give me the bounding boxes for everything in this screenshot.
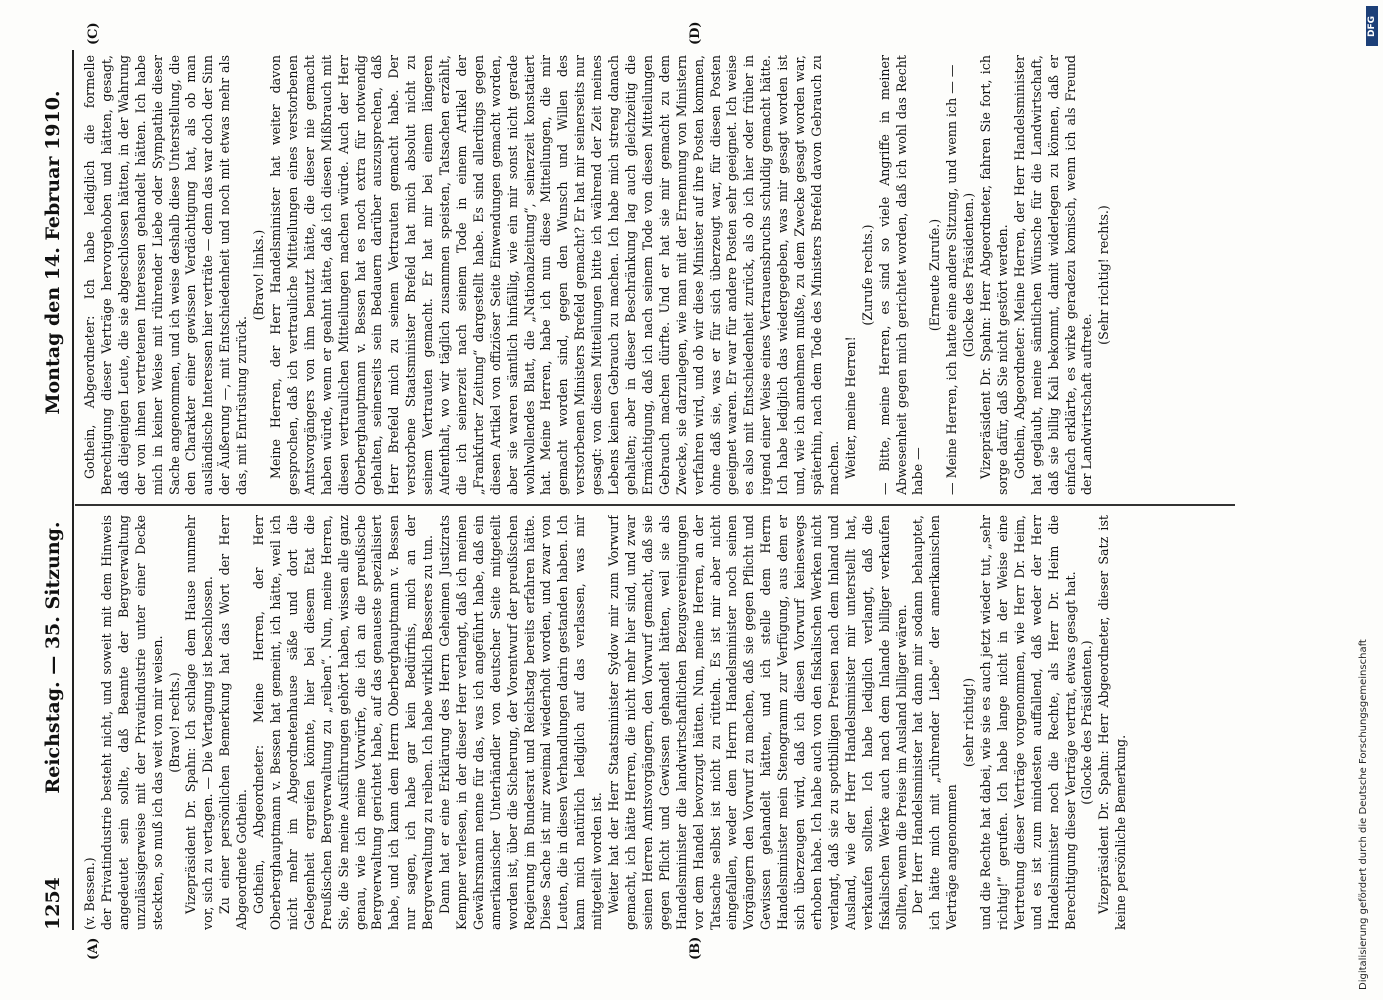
paragraph: Gothein, Abgeordneter: Meine Herren, der Herr Oberberghauptmann v. Bessen hat gemeint, ich hätte, weil ich nicht mehr im Abgeordnetenhause säße und dort die Gelegenheit ergreifen könnte, hier bei diesem Etat die Preußischen Bergverwaltung zu „reiben“. Nun, meine Herren, Sie, die Sie meine Ausführungen gehört haben, wissen alle ganz genau, wie ich meine Vorwürfe, die ich an die preußische Bergverwaltung gerichtet habe, auf das genaueste spezialisiert habe, und ich kann dem Herrn Oberberghauptmann v. Bessen nur sagen, ich habe gar kein Bedürfnis, mich an der Bergverwaltung zu reiben. Ich habe wirklich Besseres zu tun. (251, 515, 436, 930)
margin-marker-d: (D) (688, 21, 703, 45)
header-rule (72, 50, 74, 930)
margin-marker-a: (A) (86, 937, 101, 960)
reaction: (sehr richtig!) (961, 677, 977, 768)
right-column (82, 55, 1232, 495)
reaction: (Erneute Zurufe.) (927, 218, 943, 332)
margin-marker-b: (B) (688, 936, 703, 960)
dfg-logo: DFG (1366, 6, 1378, 46)
paragraph: der Privatindustrie besteht nicht, und soweit mit dem Hinweis angedeutet sein sollte, daß Beamte der Bergverwaltung unzulässigerweise mit der Privatindustrie unter einer Decke steckten, so muß ich das weit von mir weisen. (98, 515, 165, 930)
digitization-credit: Digitalisierung gefördert durch die Deutsche Forschungsgemeinschaft (1358, 639, 1369, 990)
reaction: (Bravo! rechts.) (166, 672, 182, 773)
paragraph: — Bitte, meine Herren, es sind so viele Angriffe in meiner Abwesenheit gegen mich gerichtet worden, daß ich wohl das Recht habe — (876, 55, 926, 495)
paragraph: und die Rechte hat dabei, wie sie es auch jetzt wieder tut, „sehr richtig!“ gerufen. Ich habe lange nicht in der Weise eine Vertretung dieser Verträge vorgenommen, wie Herr Dr. Heim, und es ist zum mindesten auffallend, daß weder der Herr Handelsminister noch die Rechte, als Herr Dr. Heim die Berechtigung dieser Verträge vertrat, etwas gesagt hat. (978, 515, 1078, 930)
paragraph: Gothein, Abgeordneter: Meine Herren, der Herr Handelsminister hat geglaubt, meine sämtlichen Wünsche für die Landwirtschaft, daß sie billig Kali bekommt, damit widerlegen zu können, daß er einfach erklärte, es wirke geradezu komisch, wenn ich als Freund der Landwirtschaft auftrete. (1011, 55, 1095, 495)
margin-marker-c: (C) (86, 22, 101, 45)
paragraph: Weiter hat der Herr Staatsminister Sydow mir zum Vorwurf gemacht, ich hätte Herren, die nicht mehr hier sind, und zwar seinen Herren Amtsvorgängern, den Vorwurf gemacht, daß sie gegen Pflicht und Gewissen gehandelt hätten, weil sie als Handelsminister die landwirtschaftlichen Bezugsvereinigungen vor dem Handel bevorzugt hätten. Nun, meine Herren, an der Tatsache selbst ist nicht zu rütteln. Es ist mir aber nicht eingefallen, weder dem Herrn Handelsminister noch seinen Vorgängern den Vorwurf zu machen, daß sie gegen Pflicht und Gewissen gehandelt hätten, und ich stelle dem Herrn Handelsminister mein Stenogramm zur Verfügung, aus dem er sich überzeugen wird, daß ich diesen Vorwurf keineswegs erhoben habe. Ich habe auch von den fiskalischen Werken nicht verlangt, daß sie zu spottbilligen Preisen nach dem Inland und Ausland, wie der Herr Handelsminister mir unterstellt hat, verkaufen sollten. Ich habe lediglich verlangt, daß die fiskalischen Werke auch nach dem Inlande billiger verkaufen sollten, wenn die Preise im Ausland billiger wären. (606, 515, 909, 930)
header-right-title: Montag den 14. Februar 1910. (42, 90, 64, 415)
paragraph: Vizepräsident Dr. Spahn: Ich schlage dem Hause nunmehr vor, sich zu vertagen. — Die Vertagung ist beschlossen. (183, 515, 216, 930)
paragraph: Der Herr Handelsminister hat dann mir sodann behauptet, ich hätte mich mit „rührender Liebe“ der amerikanischen Verträge angenommen (910, 515, 960, 930)
reaction: (Bravo! links.) (251, 229, 267, 321)
paragraph: Vizepräsident Dr. Spahn: Herr Abgeordneter, fahren Sie fort, ich sorge dafür, daß Sie nicht gestört werden. (978, 55, 1010, 495)
header-left-title: Reichstag. — 35. Sitzung. (42, 521, 64, 794)
paragraph: Vizepräsident Dr. Spahn: Herr Abgeordneter, dieser Satz ist keine persönliche Bemerkung. (1096, 515, 1129, 930)
paragraph: Zu einer persönlichen Bemerkung hat das Wort der Herr Abgeordnete Gothein. (217, 515, 250, 930)
reaction: (Glocke des Präsidenten.) (961, 192, 977, 358)
reaction: (Sehr richtig! rechts.) (1096, 205, 1112, 345)
left-column (82, 515, 1232, 930)
reaction: (Zurufe rechts.) (859, 224, 875, 326)
speaker-tag: (v. Bessen.) (82, 857, 97, 930)
page-header (38, 50, 68, 930)
page-number: 1254 (42, 877, 64, 930)
paragraph: Gothein, Abgeordneter: Ich habe lediglich die formelle Berechtigung dieser Verträge hervorgehoben und hätten, gesagt, daß diejenigen Leute, die sie abgeschlossen hätten, in der Wahrung der von ihnen vertretenen Interessen gehandelt hätten. Ich habe mich in keiner Weise mit rührender Liebe oder Sympathie dieser Sache angenommen, und ich weise deshalb diese Unterstellung, die den Charakter einer gewissen Verdächtigung hat, als ob man ausländische Interessen hier verträte — denn das war doch der Sinn der Äußerung —, mit Entschiedenheit und noch mit etwas mehr als das, mit Entrüstung zurück. (82, 55, 250, 495)
column-rule (75, 505, 1235, 507)
paragraph: — Meine Herren, ich hatte eine andere Sitzung, und wenn ich — — (944, 64, 960, 495)
paragraph: Dann hat er eine Erklärung des Herrn Geheimen Justizrats Kempner verlesen, in der dieser Herr verlangt, daß ich meinen Gewährsmann nenne für das, was ich angeführt habe, daß ein amerikanischer Unterhändler von deutscher Seite mitgeteilt worden ist, über die Sicherung, der Vorentwurf der preußischen Regierung im Bundesrat und Reichstag bereits erfahren hätte. Diese Sache ist mir zweimal wiederholt worden, und zwar von Leuten, die in diesen Verhandlungen darin gestanden haben. Ich kann mich natürlich lediglich auf das verlassen, was mir mitgeteilt worden ist. (437, 515, 605, 930)
reaction: (Glocke des Präsidenten.) (1079, 640, 1095, 805)
paragraph: Meine Herren, der Herr Handelsminister hat weiter davon gesprochen, daß ich vertrauliche Mitteilungen eines verstorbenen Amtsvorgängers von ihm benutzt hätte, die dieser nie gemacht haben würde, wenn er geahnt hätte, daß ich diesen Mißbrauch mit diesen vertraulichen Mitteilungen machen würde. Auch der Herr Oberberghauptmann v. Bessen hat es noch extra für notwendig gehalten, seinerseits sein Bedauern darüber auszusprechen, daß Herr Brefeld mich zu seinem Vertrauten gemacht habe. Der verstorbene Staatsminister Brefeld hat mich absolut nicht zu seinem Vertrauten gemacht. Er hat mir bei einem längeren Aufenthalt, wo wir täglich zusammen speisten, Tatsachen erzählt, die ich seinerzeit nach seinem Tode in einem Artikel der „Frankfurter Zeitung“ dargestellt habe. Es sind allerdings gegen diesen Artikel von offiziöser Seite Einwendungen gemacht worden, aber sie waren sämtlich hinfällig, wie ein mir sonst nicht gerade wohlwollendes Blatt, die „Nationalzeitung“, seinerzeit konstatiert hat. Meine Herren, habe ich nun diese Mitteilungen, die mir gemacht worden sind, gegen den Wunsch und Willen des verstorbenen Ministers Brefeld gemacht? Er hat mir seinerseits nur gesagt: von diesen Mitteilungen bitte ich während der Zeit meines Lebens keinen Gebrauch zu machen. Ich habe mich streng danach gehalten; aber in dieser Beschränkung lag auch gleichzeitig die Ermächtigung, daß ich nach seinem Tode von diesen Mitteilungen Gebrauch machen dürfte. Und er hat sie mir gemacht zu dem Zwecke, sie darzulegen, wie man mit der Ernennung von Ministern verfahren wird, und ob wir diese Minister auf ihre Posten kommen, ohne daß sie, was er für sich überzeugt war, für diesen Posten geeignet waren. Er war für andere Posten sehr geeignet. Ich weise es also mit Entschiedenheit zurück, als ob ich hier oder früher in irgend einer Weise eines Vertrauensbruchs schuldig gemacht hätte. Ich habe lediglich das wiedergegeben, was mir gesagt worden ist und, wie ich annehmen mußte, zu dem Zwecke gesagt worden war, späterhin, nach dem Tode des Ministers Brefeld davon Gebrauch zu machen. (267, 55, 841, 495)
paragraph: Weiter, meine Herren! (842, 336, 858, 479)
